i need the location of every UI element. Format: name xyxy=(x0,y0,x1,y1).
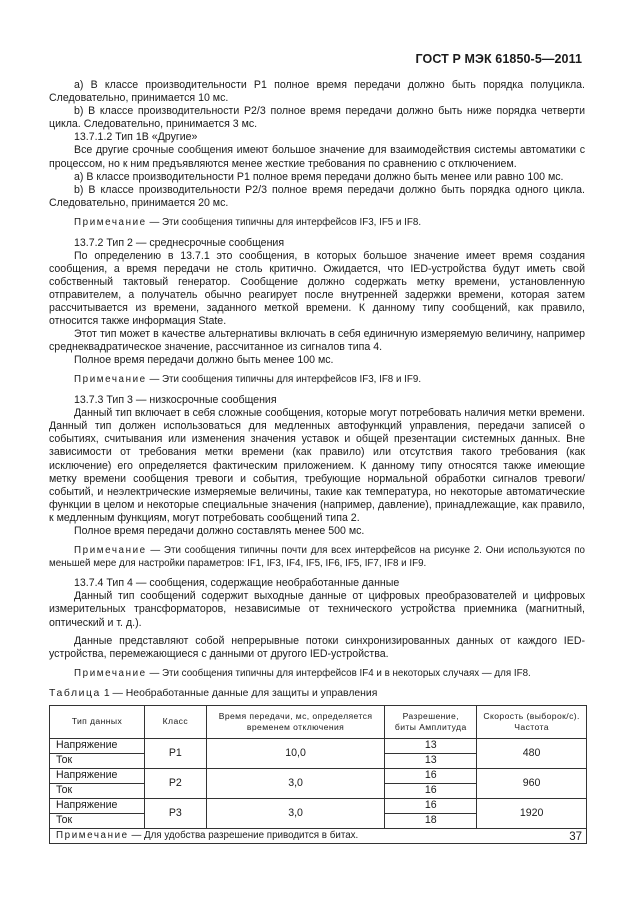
page-body xyxy=(49,79,585,844)
cell-data-type: Напряжение xyxy=(50,798,145,813)
note-text: — Эти сообщения типичны для интерфейсов IF4 и в некоторых случаях — для IF8. xyxy=(146,667,531,679)
cell-time: 3,0 xyxy=(206,768,385,798)
document-header: ГОСТ Р МЭК 61850-5—2011 xyxy=(415,52,582,66)
header-cell: Скорость (выборок/с). Частота xyxy=(477,705,587,738)
header-cell: Тип данных xyxy=(50,705,145,738)
section-heading: 13.7.2 Тип 2 — среднесрочные сообщения xyxy=(74,236,285,249)
paragraph: По определению в 13.7.1 это сообщения, в которых большое значение имеет время создания сообщения, а время передачи не столь критично. Ожидается, что IED-устройства будут иметь свой собственный тактовый генератор. Сообщение должно содержать метку времени, установленную отправителем, а получатель обычно реагирует после внутренней задержки времени, которая затем рассчитывается из времени, заданного меткой времени. К данному типу сообщений, как правило, относится также информация State. xyxy=(49,249,585,328)
cell-data-type: Напряжение xyxy=(50,768,145,783)
paragraph: Все другие срочные сообщения имеют большое значение для взаимодействия системы автоматики с процессом, но к ним предъявляются менее жесткие требования по сравнению с отключением. xyxy=(49,144,585,170)
note-label: Примечание xyxy=(74,667,147,679)
cell-data-type: Ток xyxy=(50,783,145,798)
cell-data-type: Напряжение xyxy=(50,738,145,753)
cell-resolution: 16 xyxy=(385,768,477,783)
section-heading: 13.7.4 Тип 4 — сообщения, содержащие необработанные данные xyxy=(74,577,400,590)
note xyxy=(49,374,585,387)
cell-data-type: Ток xyxy=(50,753,145,768)
note-label: Примечание xyxy=(74,374,147,386)
cell-class: P2 xyxy=(144,768,206,798)
header-cell: Разрешение, биты Амплитуда xyxy=(385,705,477,738)
paragraph: Этот тип может в качестве альтернативы включать в себя единичную измеряемую величину, например среднеквадратическое значение, рассчитанное из сигналов типа 4. xyxy=(49,328,585,354)
cell-rate: 960 xyxy=(477,768,587,798)
cell-resolution: 16 xyxy=(385,798,477,813)
note-text: — Для удобства разрешение приводится в битах. xyxy=(128,830,359,842)
note xyxy=(49,217,585,230)
table-note xyxy=(50,828,587,843)
cell-class: P1 xyxy=(144,738,206,768)
table-header-row xyxy=(50,705,587,738)
cell-class: P3 xyxy=(144,798,206,828)
cell-time: 3,0 xyxy=(206,798,385,828)
paragraph: b) В классе производительности P2/3 полное время передачи должно быть порядка одного цикла. Следовательно, принимается 20 мс. xyxy=(49,183,585,209)
note xyxy=(49,668,585,681)
cell-rate: 1920 xyxy=(477,798,587,828)
paragraph: b) В классе производительности P2/3 полное время передачи должно быть ниже порядка четверти цикла. Следовательно, принимается 3 мс. xyxy=(49,105,585,131)
table-row xyxy=(50,798,587,813)
cell-data-type: Ток xyxy=(50,813,145,828)
cell-rate: 480 xyxy=(477,738,587,768)
table-caption-text: 1 — Необработанные данные для защиты и управления xyxy=(100,688,378,700)
paragraph: Полное время передачи должно составлять менее 500 мс. xyxy=(74,525,365,537)
note-label: Примечание xyxy=(74,545,147,557)
cell-resolution: 13 xyxy=(385,738,477,753)
paragraph: Данные представляют собой непрерывные потоки синхронизированных данных от каждого IED-устройства, перемежающиеся с данными от другого IED-устройства. xyxy=(49,634,585,660)
note-label: Примечание xyxy=(56,830,129,842)
cell-resolution: 18 xyxy=(385,813,477,828)
paragraph: Полное время передачи должно быть менее 100 мс. xyxy=(74,354,334,367)
paragraph: Данный тип включает в себя сложные сообщения, которые могут потребовать наличия метки времени. Данный тип должен использоваться для медленных автофункций управления, передачи записей о событиях, считывания или изменения значения уставок и общей презентации системных данных. Вне зависимости от требования метки времени (как правило) или отсутствия такого требования (как исключение) его определяется фактическим приложением. К данному типу относятся также имеющие метку времени сообщения тревоги и события, требующие нормальной обработки сигналов тревоги/событий, и неэлектрические измеряемые величины, такие как температура, но некоторые автоматические функции в целом и некоторые специальные значения (например, давление), принадлежащие, как правило, к медленным функциям, могут потребовать сообщений типа 2. xyxy=(49,407,585,524)
table-row xyxy=(50,768,587,783)
section-heading: 13.7.1.2 Тип 1В «Другие» xyxy=(74,131,198,144)
cell-resolution: 16 xyxy=(385,783,477,798)
table-note-row xyxy=(50,828,587,843)
note-label: Примечание xyxy=(74,216,147,228)
paragraph: Данный тип сообщений содержит выходные данные от цифровых преобразователей и цифровых измерительных трансформаторов, независимые от технического устройства приемника (магнитный, оптический и т. д.). xyxy=(49,590,585,629)
note-text: — Эти сообщения типичны почти для всех интерфейсов на рисунке 2. Они используются по меньшей мере для настройки параметров: IF1, IF3, IF4, IF5, IF6, IF5, IF7, IF8 и IF9. xyxy=(49,545,585,569)
table-caption xyxy=(49,687,585,700)
raw-data-table xyxy=(49,705,587,844)
note xyxy=(49,545,585,570)
table-caption-label: Таблица xyxy=(49,688,101,700)
header-cell: Класс xyxy=(144,705,206,738)
paragraph: а) В классе производительности P1 полное время передачи должно быть порядка полуцикла. Следовательно, принимается 10 мс. xyxy=(49,79,585,105)
page-number: 37 xyxy=(569,831,582,843)
note-text: — Эти сообщения типичны для интерфейсов IF3, IF8 и IF9. xyxy=(146,374,422,386)
section-heading: 13.7.3 Тип 3 — низкосрочные сообщения xyxy=(74,394,277,407)
table-row xyxy=(50,738,587,753)
paragraph: а) В классе производительности P1 полное время передачи должно быть менее или равно 100 мс. xyxy=(74,170,564,183)
cell-time: 10,0 xyxy=(206,738,385,768)
note-text: — Эти сообщения типичны для интерфейсов IF3, IF5 и IF8. xyxy=(146,216,422,228)
header-cell: Время передачи, мс, определяется временем отключения xyxy=(206,705,385,738)
cell-resolution: 13 xyxy=(385,753,477,768)
